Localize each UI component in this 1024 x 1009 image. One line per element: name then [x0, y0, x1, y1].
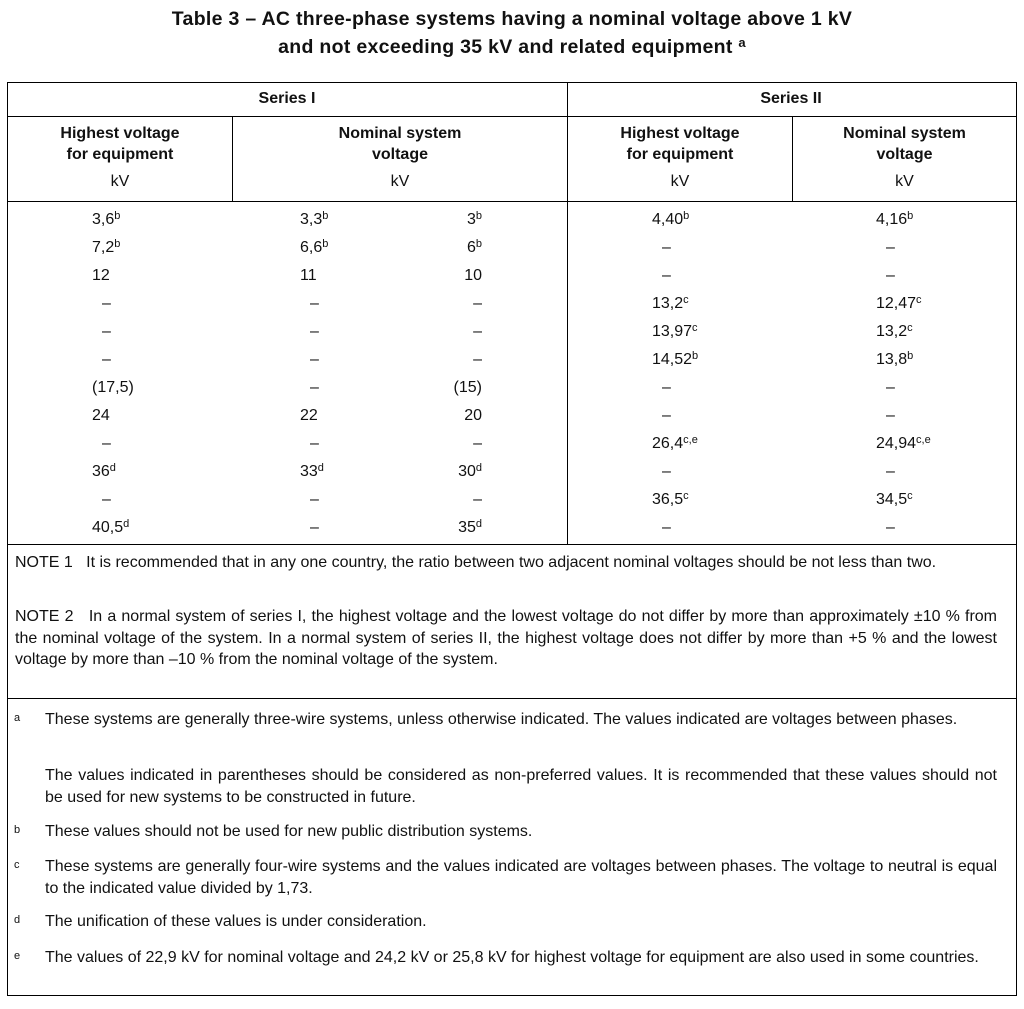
- table-cell-s1-nom-a: [300, 461, 324, 482]
- table-cell-s1-highest: [92, 377, 134, 398]
- cell-value: –: [310, 323, 319, 340]
- table-cell-s1-highest: [102, 321, 111, 342]
- cell-value: –: [310, 295, 319, 312]
- cell-value: –: [662, 239, 671, 256]
- footnote-d-text: The unification of these values is under consideration.: [45, 913, 427, 930]
- cell-value: –: [102, 295, 111, 312]
- table-cell-s2-nominal: [886, 265, 895, 286]
- table-cell-s1-nom-b: [473, 293, 482, 314]
- table-cell-s2-nominal: [876, 433, 931, 454]
- s1-nominal-header-line1: Nominal system: [338, 125, 462, 142]
- footnote-a-text-2: The values indicated in parentheses should be considered as non-preferred values. It is recommended that these values should not be used for new systems to be constructed in future.: [45, 767, 997, 806]
- cell-footnote-mark: d: [475, 462, 482, 474]
- footnote-a-mark: a: [14, 712, 21, 724]
- cell-value: –: [473, 295, 482, 312]
- table-cell-s1-highest: [92, 237, 120, 258]
- cell-footnote-mark: b: [475, 210, 482, 222]
- table-cell-s2-nominal: [886, 377, 895, 398]
- table-cell-s2-highest: [662, 517, 671, 538]
- s1-highest-header-line1: Highest voltage: [60, 125, 180, 142]
- cell-value: 24,94: [876, 435, 917, 452]
- cell-value: 7,2: [92, 239, 115, 256]
- footnote-c-text: These systems are generally four-wire systems and the values indicated are voltages between phases. The voltage to neutral is equal to the indicated value divided by 1,73.: [45, 858, 997, 897]
- rule-above-notes: [7, 544, 1017, 545]
- table-cell-s1-highest: [92, 265, 110, 286]
- series-1-header: Series I: [258, 90, 316, 107]
- table-cell-s1-nom-a: [300, 405, 318, 426]
- cell-value: –: [310, 351, 319, 368]
- table-cell-s2-highest: [652, 321, 698, 342]
- table-cell-s2-nominal: [886, 461, 895, 482]
- cell-footnote-mark: c: [907, 322, 913, 334]
- cell-value: –: [102, 351, 111, 368]
- cell-footnote-mark: b: [114, 238, 121, 250]
- table-cell-s2-nominal: [876, 321, 913, 342]
- cell-value: 3: [466, 211, 476, 228]
- cell-value: 36: [92, 463, 110, 480]
- table-cell-s2-nominal: [876, 293, 922, 314]
- s2-nominal-voltage-header: [793, 123, 1016, 192]
- cell-value: 6: [466, 239, 476, 256]
- footnote-a-text-1: These systems are generally three-wire systems, unless otherwise indicated. The values indicated are voltages between phases.: [45, 711, 958, 728]
- cell-value: 10: [464, 267, 482, 284]
- cell-footnote-mark: d: [109, 462, 116, 474]
- table-cell-s1-highest: [102, 293, 111, 314]
- cell-footnote-mark: b: [114, 210, 121, 222]
- table-cell-s1-nom-b: [473, 321, 482, 342]
- cell-value: –: [886, 519, 895, 536]
- table-cell-s1-nom-b: [454, 377, 482, 398]
- table-cell-s1-highest: [92, 405, 110, 426]
- s2-highest-header-line2: for equipment: [626, 146, 734, 163]
- table-cell-s1-nom-b: [467, 209, 482, 230]
- cell-value: 13,97: [652, 323, 693, 340]
- cell-footnote-mark: c,e: [916, 434, 931, 446]
- rule-under-series: [7, 116, 1017, 117]
- cell-value: –: [473, 351, 482, 368]
- cell-value: –: [886, 407, 895, 424]
- table-cell-s1-nom-a: [300, 265, 317, 286]
- footnote-e-text: The values of 22,9 kV for nominal voltage and 24,2 kV or 25,8 kV for highest voltage for equipment are also used in some countries.: [45, 949, 979, 966]
- table-cell-s1-highest: [92, 461, 116, 482]
- table-cell-s1-nom-b: [473, 349, 482, 370]
- cell-value: 34,5: [876, 491, 908, 508]
- table-cell-s1-nom-a: [310, 293, 319, 314]
- cell-value: –: [662, 267, 671, 284]
- footnote-b-mark: b: [14, 824, 21, 836]
- s1-highest-voltage-header: [8, 123, 232, 192]
- table-cell-s2-nominal: [876, 489, 913, 510]
- cell-footnote-mark: d: [317, 462, 324, 474]
- table-cell-s2-highest: [652, 209, 689, 230]
- cell-value: –: [886, 379, 895, 396]
- table-cell-s2-highest: [652, 293, 689, 314]
- cell-value: –: [310, 491, 319, 508]
- cell-value: –: [473, 435, 482, 452]
- cell-value: –: [886, 463, 895, 480]
- table-title-line1: Table 3 – AC three-phase systems having a nominal voltage above 1 kV: [171, 8, 853, 30]
- cell-value: –: [310, 519, 319, 536]
- cell-footnote-mark: b: [475, 238, 482, 250]
- cell-value: 13,2: [876, 323, 908, 340]
- cell-value: 22: [300, 407, 318, 424]
- table-cell-s1-highest: [102, 349, 111, 370]
- table-cell-s1-nom-b: [458, 517, 482, 538]
- series-2-header: Series II: [760, 90, 822, 107]
- cell-footnote-mark: b: [692, 350, 699, 362]
- cell-value: –: [662, 463, 671, 480]
- table-cell-s1-nom-a: [310, 349, 319, 370]
- table-cell-s1-nom-a: [310, 321, 319, 342]
- cell-value: 11: [300, 267, 317, 284]
- footnote-c-mark: c: [14, 859, 20, 871]
- cell-value: 4,40: [652, 211, 684, 228]
- cell-value: 3,6: [92, 211, 115, 228]
- table-cell-s2-highest: [662, 265, 671, 286]
- table-cell-s2-highest: [652, 349, 698, 370]
- cell-footnote-mark: d: [123, 518, 130, 530]
- cell-value: –: [102, 491, 111, 508]
- cell-value: 12: [92, 267, 110, 284]
- cell-footnote-mark: c: [692, 322, 698, 334]
- table-cell-s1-nom-a: [300, 209, 328, 230]
- table-cell-s1-nom-a: [300, 237, 328, 258]
- table-cell-s2-highest: [652, 433, 698, 454]
- cell-value: 14,52: [652, 351, 693, 368]
- cell-value: 36,5: [652, 491, 684, 508]
- cell-value: (15): [453, 379, 482, 396]
- cell-value: –: [102, 323, 111, 340]
- table-cell-s2-nominal: [876, 209, 913, 230]
- table-cell-s2-nominal: [886, 517, 895, 538]
- cell-footnote-mark: c: [916, 294, 922, 306]
- table-cell-s1-highest: [92, 517, 129, 538]
- table-cell-s1-nom-a: [310, 517, 319, 538]
- note-2: NOTE 2 In a normal system of series I, the highest voltage and the lowest voltage do not differ by more than approximately ±10 % from the nominal voltage of the system. In a normal system of series II, the highest voltage does not differ by more than +5 % and the lowest voltage by more than –10 % from the nominal voltage of the system.: [15, 608, 1002, 668]
- table-cell-s1-nom-b: [458, 461, 482, 482]
- table-cell-s2-highest: [662, 377, 671, 398]
- cell-value: –: [310, 435, 319, 452]
- s1-nominal-header-line2: voltage: [371, 146, 428, 163]
- table-cell-s1-highest: [102, 433, 111, 454]
- cell-value: 3,3: [300, 211, 323, 228]
- cell-footnote-mark: b: [322, 238, 329, 250]
- cell-value: –: [886, 239, 895, 256]
- table-cell-s1-nom-b: [473, 433, 482, 454]
- cell-value: –: [662, 379, 671, 396]
- s1-highest-unit: kV: [110, 173, 130, 190]
- rule-under-headers: [7, 201, 1017, 202]
- cell-footnote-mark: b: [907, 210, 914, 222]
- cell-footnote-mark: b: [683, 210, 690, 222]
- s1-highest-header-line2: for equipment: [66, 146, 174, 163]
- cell-value: 20: [464, 407, 482, 424]
- note-1: NOTE 1 It is recommended that in any one country, the ratio between two adjacent nominal voltages should be not less than two.: [15, 554, 937, 571]
- table-title-line2: [0, 33, 1024, 61]
- table-cell-s1-nom-a: [310, 377, 319, 398]
- cell-value: 13,2: [652, 295, 684, 312]
- table-cell-s2-nominal: [876, 349, 913, 370]
- s1-nominal-voltage-header: [233, 123, 567, 192]
- table-cell-s2-nominal: [886, 405, 895, 426]
- table-cell-s1-nom-b: [467, 237, 482, 258]
- cell-value: 4,16: [876, 211, 908, 228]
- cell-value: 13,8: [876, 351, 908, 368]
- s2-nominal-header-line2: voltage: [876, 146, 933, 163]
- footnote-e-mark: e: [14, 950, 21, 962]
- table-cell-s1-highest: [102, 489, 111, 510]
- cell-footnote-mark: d: [475, 518, 482, 530]
- cell-footnote-mark: c,e: [683, 434, 698, 446]
- footnote-d-mark: d: [14, 914, 21, 926]
- cell-value: –: [102, 435, 111, 452]
- cell-value: (17,5): [92, 379, 134, 396]
- cell-value: 40,5: [92, 519, 124, 536]
- s2-nominal-unit: kV: [895, 173, 914, 190]
- cell-footnote-mark: b: [322, 210, 329, 222]
- table-cell-s1-nom-b: [473, 489, 482, 510]
- cell-footnote-mark: c: [683, 490, 689, 502]
- s2-highest-header-line1: Highest voltage: [620, 125, 740, 142]
- table-cell-s1-nom-a: [310, 489, 319, 510]
- table-title-line2-text: and not exceeding 35 kV and related equipment: [278, 36, 733, 58]
- cell-footnote-mark: c: [683, 294, 689, 306]
- s1-nominal-unit: kV: [390, 173, 410, 190]
- rule-above-footnotes: [7, 698, 1017, 699]
- s2-highest-unit: kV: [670, 173, 690, 190]
- cell-value: 26,4: [652, 435, 684, 452]
- table-cell-s2-highest: [652, 489, 689, 510]
- table-title: [0, 5, 1024, 61]
- table-cell-s2-nominal: [886, 237, 895, 258]
- cell-value: 33: [300, 463, 318, 480]
- table-cell-s2-highest: [662, 461, 671, 482]
- cell-value: –: [662, 519, 671, 536]
- cell-value: 35: [458, 519, 476, 536]
- cell-value: –: [310, 379, 319, 396]
- cell-value: –: [473, 491, 482, 508]
- cell-footnote-mark: b: [907, 350, 914, 362]
- cell-value: 12,47: [876, 295, 917, 312]
- table-cell-s1-nom-a: [310, 433, 319, 454]
- table-cell-s2-highest: [662, 237, 671, 258]
- s2-highest-voltage-header: [568, 123, 792, 192]
- table-cell-s1-nom-b: [464, 405, 482, 426]
- cell-value: 24: [92, 407, 110, 424]
- table-cell-s2-highest: [662, 405, 671, 426]
- cell-value: 30: [458, 463, 476, 480]
- s2-nominal-header-line1: Nominal system: [843, 125, 966, 142]
- cell-value: –: [473, 323, 482, 340]
- cell-footnote-mark: c: [907, 490, 913, 502]
- cell-value: –: [886, 267, 895, 284]
- table-cell-s1-highest: [92, 209, 120, 230]
- cell-value: 6,6: [300, 239, 323, 256]
- table-title-footnote-mark: a: [738, 35, 746, 50]
- table-cell-s1-nom-b: [464, 265, 482, 286]
- cell-value: –: [662, 407, 671, 424]
- footnote-b-text: These values should not be used for new public distribution systems.: [45, 823, 533, 840]
